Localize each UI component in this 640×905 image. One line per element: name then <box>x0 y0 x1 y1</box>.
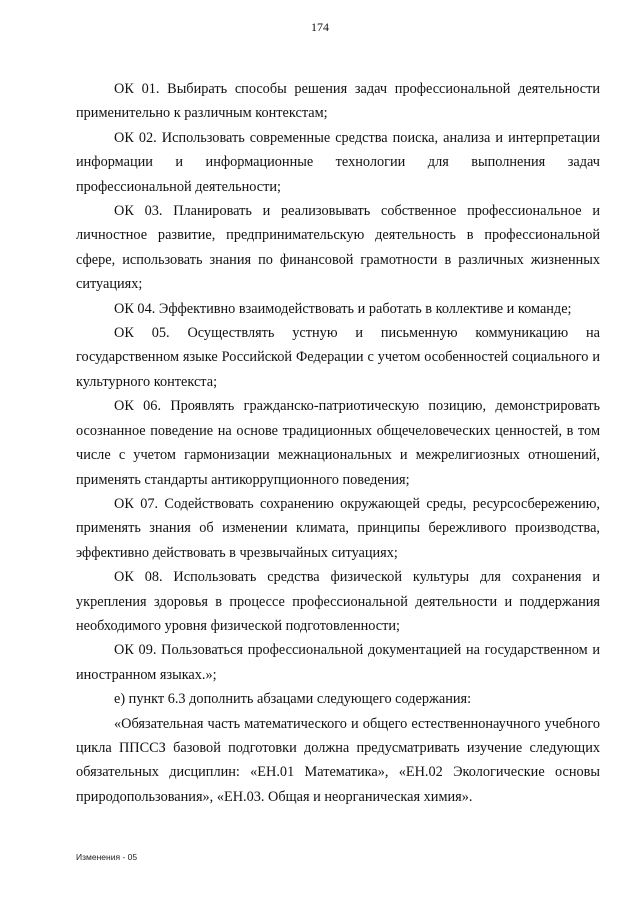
paragraph-ok-04: ОК 04. Эффективно взаимодействовать и работать в коллективе и команде; <box>114 300 572 317</box>
paragraph-ok-09: ОК 09. Пользоваться профессиональной документацией на государственном и иностранном языках.»; <box>76 642 600 683</box>
paragraph-item-e: е) пункт 6.3 дополнить абзацами следующего содержания: <box>114 691 472 708</box>
page-number: 174 <box>311 20 329 34</box>
paragraph-ok-02: ОК 02. Использовать современные средства поиска, анализа и интерпретации информации и информационные технологии для выполнения задач профессиональной деятельности; <box>76 129 600 195</box>
paragraph-ok-07: ОК 07. Содействовать сохранению окружающей среды, ресурсосбережению, применять знания об изменении климата, принципы бережливого производства, эффективно действовать в чрезвычайных ситуациях; <box>76 495 600 561</box>
paragraph-ok-03: ОК 03. Планировать и реализовывать собственное профессиональное и личностное развитие, предпринимательскую деятельность в профессиональной сфере, использовать знания по финансовой грамотности в различных жизненных ситуациях; <box>76 203 600 293</box>
paragraph-ok-06: ОК 06. Проявлять гражданско-патриотическую позицию, демонстрировать осознанное поведение на основе традиционных общечеловеческих ценностей, в том числе с учетом гармонизации межнациональных и межрелигиозных отношений, применять стандарты антикоррупционного поведения; <box>76 398 600 488</box>
paragraph-ok-08: ОК 08. Использовать средства физической культуры для сохранения и укрепления здоровья в процессе профессиональной деятельности и поддержания необходимого уровня физической подготовленности; <box>76 569 600 634</box>
document-body <box>76 77 600 809</box>
paragraph-ok-01: ОК 01. Выбирать способы решения задач профессиональной деятельности применительно к различным контекстам; <box>76 81 600 122</box>
paragraph-ok-05: ОК 05. Осуществлять устную и письменную коммуникацию на государственном языке Российской Федерации с учетом особенностей социального и культурного контекста; <box>76 325 600 390</box>
page-footer: Изменения - 05 <box>76 852 138 862</box>
paragraph-mandatory-disciplines: «Обязательная часть математического и общего естественнонаучного учебного цикла ППССЗ базовой подготовки должна предусматривать изучение следующих обязательных дисциплин: «ЕН.01 Математика», «ЕН.02 Экологические основы природопользования», «ЕН.03. Общая и неорганическая химия». <box>76 715 600 805</box>
